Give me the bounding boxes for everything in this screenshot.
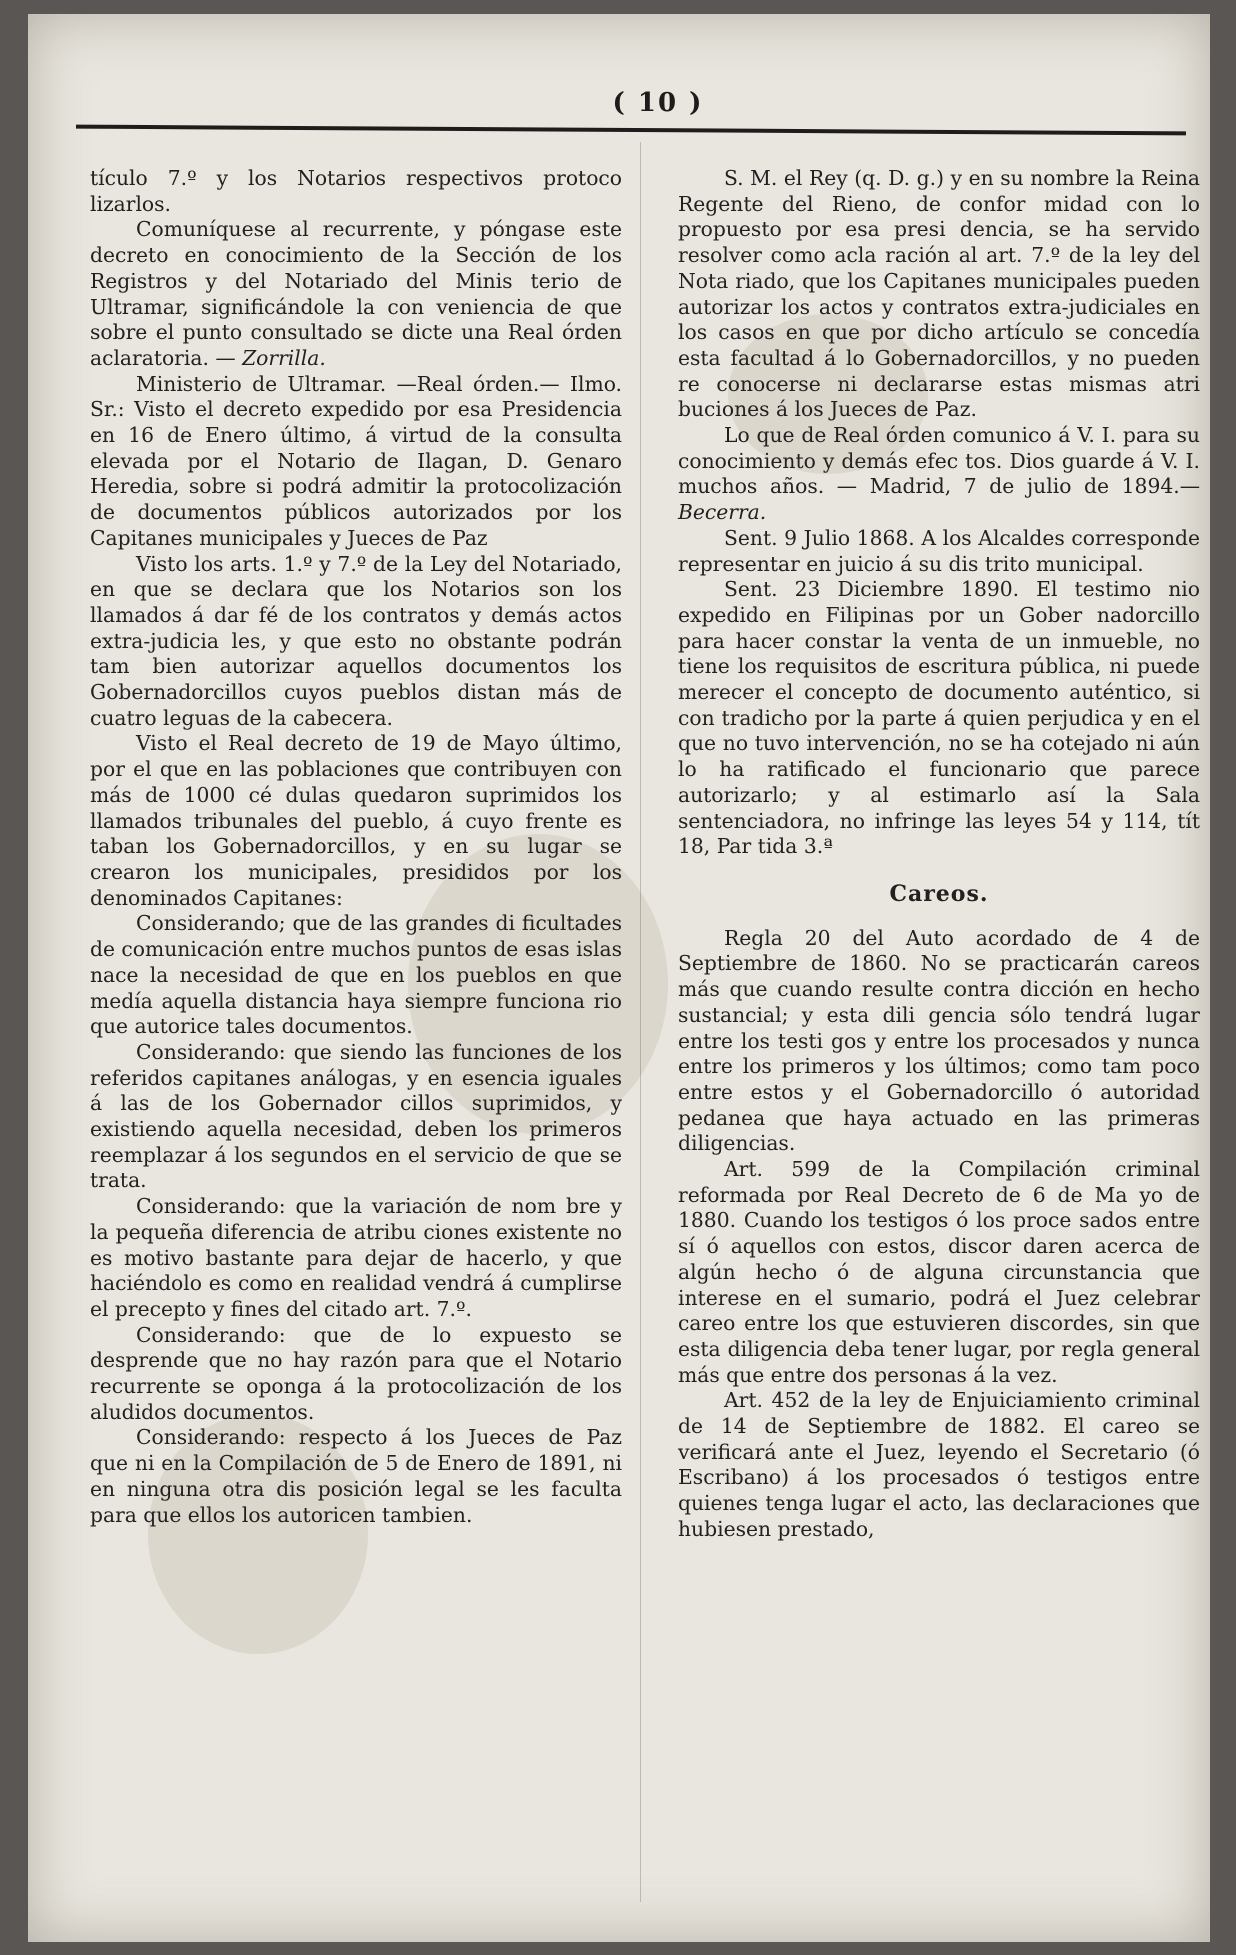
signature: — Zorrilla. [215,345,326,370]
paragraph: Considerando: que la variación de nom bre y la pequeña diferencia de atribu ciones existente no es motivo bastante para dejar de hacerlo, y que haciéndolo es como en realidad vendrá á cumplirse el precepto y fines del citado art. 7.º. [90,1194,622,1321]
paragraph: S. M. el Rey (q. D. g.) y en su nombre la Reina Regente del Rieno, de confor midad con lo propuesto por esa presi dencia, se ha servido resolver como acla ración al art. 7.º de la ley del Nota riado, que los Capitanes municipales pueden autorizar los actos y contratos extra-judiciales en los casos en que por dicho artículo se concedía esta facultad á lo Gobernadorcillos, y no pueden re conocerse ni declararse estas mismas atri buciones á los Jueces de Paz. [678,166,1200,422]
paragraph: Art. 452 de la ley de Enjuiciamiento criminal de 14 de Septiembre de 1882. El careo se verificará ante el Juez, leyendo el Secretario (ó Escribano) á los procesados ó testigos entre quienes tenga lugar el acto, las declaraciones que hubiesen prestado, [678,1388,1200,1541]
left-column [90,166,622,1528]
paragraph: Ministerio de Ultramar. —Real órden.— Ilmo. Sr.: Visto el decreto expedido por esa Presidencia en 16 de Enero último, á virtud de la consulta elevada por el Notario de Ilagan, D. Genaro Heredia, sobre si podrá admitir la protocolización de documentos públicos autorizados por los Capitanes municipales y Jueces de Paz [90,371,622,550]
paragraph [90,217,622,371]
paragraph: Considerando: que siendo las funciones de los referidos capitanes análogas, y en esencia iguales á las de los Gobernador cillos suprimidos, y existiendo aquella necesidad, deben los primeros reemplazar á los segundos en el servicio de que se trata. [90,1039,622,1193]
right-column [678,166,1200,1543]
column-divider [640,142,641,1902]
paragraph: Sent. 23 Diciembre 1890. El testimo nio expedido en Filipinas por un Gober nadorcillo para hacer constar la venta de un inmueble, no tiene los requisitos de escritura pública, ni puede merecer el concepto de documento auténtico, si con tradicho por la parte á quien perjudica y en el que no tuvo intervención, no se ha cotejado ni aún lo ha ratificado el funcionario que parece autorizarlo; y al estimarlo así la Sala sentenciadora, no infringe las leyes 54 y 114, tít 18, Par tida 3.ª [678,577,1200,859]
paragraph: tículo 7.º y los Notarios respectivos protoco lizarlos. [90,166,622,216]
paragraph-text: Lo que de Real órden comunico á V. I. para su conocimiento y demás efec tos. Dios guarde á V. I. muchos años. — Madrid, 7 de julio de 1894.— [678,423,1200,499]
paragraph: Sent. 9 Julio 1868. A los Alcaldes corresponde representar en juicio á su dis trito municipal. [678,525,1200,576]
paragraph: Regla 20 del Auto acordado de 4 de Septiembre de 1860. No se practicarán careos más que cuando resulte contra dicción en hecho sustancial; y esta dili gencia sólo tendrá lugar entre los testi gos y entre los procesados y nunca entre los primeros y los últimos; como tam poco entre estos y el Gobernadorcillo ó autoridad pedanea que haya actuado en las primeras diligencias. [678,925,1200,1156]
paragraph: Visto los arts. 1.º y 7.º de la Ley del Notariado, en que se declara que los Notarios son los llamados á dar fé de los contratos y demás actos extra-judicia les, y que esto no obstante podrán tam bien autorizar aquellos documentos los Gobernadorcillos cuyos pueblos distan más de cuatro leguas de la cabecera. [90,551,622,730]
section-heading: Careos. [889,880,989,907]
paragraph [678,423,1200,526]
document-page [28,14,1210,1942]
page-number: ( 10 ) [612,88,704,118]
signature: Becerra. [678,500,767,525]
paragraph: Considerando: que de lo expuesto se desprende que no hay razón para que el Notario recurrente se oponga á la protocolización de los aludidos documentos. [90,1322,622,1424]
paragraph-text: Comuníquese al recurrente, y póngase este decreto en conocimiento de la Sección de los Registros y del Notariado del Minis terio de Ultramar, significándole la con veniencia de que sobre el punto consultado se dicte una Real órden aclaratoria. [90,217,622,370]
paragraph: Considerando; que de las grandes di ficultades de comunicación entre muchos puntos de esas islas nace la necesidad de que en los pueblos en que medía aquella distancia haya siempre funciona rio que autorice tales documentos. [90,911,622,1039]
paragraph: Considerando: respecto á los Jueces de Paz que ni en la Compilación de 5 de Enero de 1891, ni en ninguna otra dis posición legal se les faculta para que ellos los autoricen tambien. [90,1425,622,1527]
header-rule [76,125,1186,136]
paragraph: Visto el Real decreto de 19 de Mayo último, por el que en las poblaciones que contribuyen con más de 1000 cé dulas quedaron suprimidos los llamados tribunales del pueblo, á cuyo frente es taban los Gobernadorcillos, y en su lugar se crearon los municipales, presididos por los denominados Capitanes: [90,731,622,910]
paragraph: Art. 599 de la Compilación criminal reformada por Real Decreto de 6 de Ma yo de 1880. Cuando los testigos ó los proce sados entre sí ó aquellos con estos, discor daren acerca de algún hecho ó de alguna circunstancia que interese en el sumario, podrá el Juez celebrar careo entre los que estuvieren discordes, sin que esta diligencia deba tener lugar, por regla general más que entre dos personas á la vez. [678,1157,1200,1387]
